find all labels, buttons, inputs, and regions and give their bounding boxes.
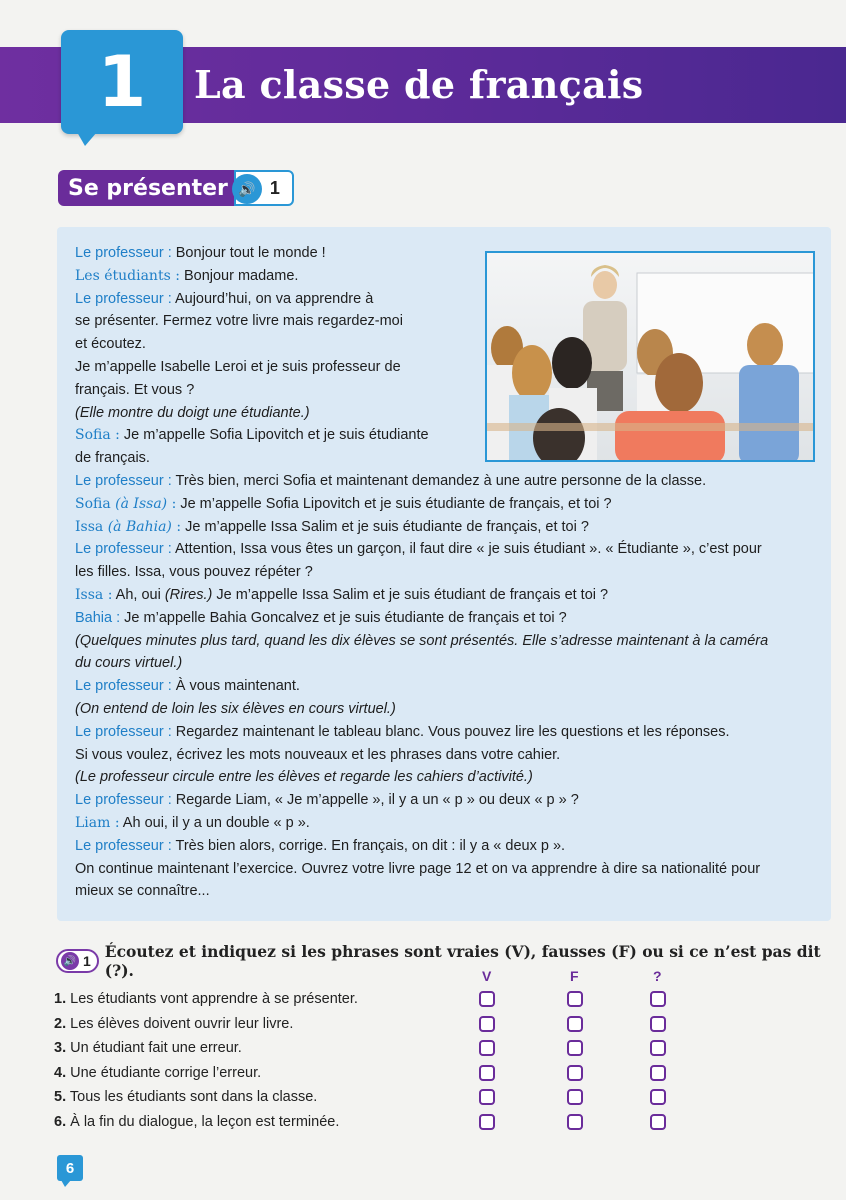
dialogue-line xyxy=(75,265,795,288)
checkbox-true[interactable] xyxy=(479,991,495,1007)
chapter-title: La classe de français xyxy=(194,62,644,107)
dialogue-line xyxy=(75,652,795,675)
stage-direction: (Elle montre du doigt une étudiante.) xyxy=(75,404,310,421)
dialogue-line xyxy=(75,447,795,470)
speaker-colon: : xyxy=(167,495,177,512)
speaker-name: Le professeur : xyxy=(75,541,172,558)
item-number: 5. xyxy=(54,1089,67,1105)
dialogue-text-segment: Ah oui, il y a un double « p ». xyxy=(119,814,310,831)
exercise-item xyxy=(54,991,358,1007)
checkbox-true[interactable] xyxy=(479,1040,495,1056)
speaker-name: Le professeur : xyxy=(75,723,172,740)
speaker-stage-direction: (à Issa) xyxy=(110,495,168,512)
checkbox-true[interactable] xyxy=(479,1065,495,1081)
dialogue-text-segment: Je m’appelle Isabelle Leroi et je suis professeur de xyxy=(75,358,401,375)
dialogue-line xyxy=(75,835,795,858)
dialogue-text-segment: Très bien, merci Sofia et maintenant demandez à une autre personne de la classe. xyxy=(171,472,707,489)
dialogue-text-segment: Très bien alors, corrige. En français, on dit : il y a « deux p ». xyxy=(171,837,566,854)
dialogue-line xyxy=(75,766,795,789)
item-number: 2. xyxy=(54,1015,67,1032)
speaker-name: Le professeur : xyxy=(75,472,172,489)
dialogue-line xyxy=(75,607,795,630)
item-statement: Les élèves doivent ouvrir leur livre. xyxy=(70,1015,294,1032)
checkbox-false[interactable] xyxy=(567,1016,583,1032)
exercise-audio-badge[interactable] xyxy=(56,949,99,973)
speaker-stage-direction: (à Bahia) xyxy=(103,518,172,535)
dialogue-text-segment: et écoutez. xyxy=(75,336,146,353)
audio-track-badge[interactable] xyxy=(234,170,294,206)
checkbox-not-said[interactable] xyxy=(650,991,666,1007)
dialogue-line xyxy=(75,630,795,653)
speaker-name: Issa : xyxy=(75,586,113,603)
speaker-name: Le professeur : xyxy=(75,290,172,307)
dialogue-line xyxy=(75,584,795,607)
column-header-unknown: ? xyxy=(653,968,662,984)
dialogue-line xyxy=(75,561,795,584)
dialogue-text-segment: de français. xyxy=(75,450,150,467)
dialogue-line xyxy=(75,516,795,539)
exercise-item xyxy=(54,1089,317,1105)
dialogue-line xyxy=(75,812,795,835)
exercise-audio-track: 1 xyxy=(83,953,91,969)
dialogue-text-segment: Aujourd’hui, on va apprendre à xyxy=(171,290,374,307)
speaker-name: Liam : xyxy=(75,814,120,831)
dialogue-text-segment: Je m’appelle Issa Salim et je suis étudiant de français et toi ? xyxy=(212,586,609,603)
speaker-name: Le professeur : xyxy=(75,678,172,695)
dialogue-line xyxy=(75,310,795,333)
checkbox-false[interactable] xyxy=(567,1114,583,1130)
dialogue-line xyxy=(75,789,795,812)
dialogue-line xyxy=(75,675,795,698)
column-header-v: V xyxy=(482,968,492,984)
section-title: Se présenter xyxy=(58,170,268,206)
item-statement: Les étudiants vont apprendre à se présenter. xyxy=(70,991,358,1007)
checkbox-not-said[interactable] xyxy=(650,1016,666,1032)
item-statement: Tous les étudiants sont dans la classe. xyxy=(69,1089,318,1105)
dialogue-line xyxy=(75,402,795,425)
exercise-instruction: Écoutez et indiquez si les phrases sont vraies (V), fausses (F) ou si ce n’est pas dit (?). xyxy=(104,942,821,980)
speaker-name: Sofia : xyxy=(75,427,120,444)
dialogue-text-segment: Regarde Liam, « Je m’appelle », il y a un « p » ou deux « p » ? xyxy=(171,792,579,809)
checkbox-not-said[interactable] xyxy=(650,1114,666,1130)
speaker-name: Le professeur : xyxy=(75,792,172,809)
dialogue-line xyxy=(75,721,795,744)
item-number: 3. xyxy=(54,1040,67,1056)
checkbox-false[interactable] xyxy=(567,1089,583,1105)
dialogue-text-segment: Je m’appelle Bahia Goncalvez et je suis étudiante de français et toi ? xyxy=(120,609,567,626)
dialogue-text-segment: Bonjour madame. xyxy=(179,267,299,284)
checkbox-false[interactable] xyxy=(567,1040,583,1056)
item-number: 1. xyxy=(54,991,67,1007)
column-header-f: F xyxy=(570,968,579,984)
dialogue-text-segment: se présenter. Fermez votre livre mais regardez-moi xyxy=(75,313,403,330)
dialogue-line xyxy=(75,379,795,402)
dialogue-line xyxy=(75,288,795,311)
speaker-icon: 🔊 xyxy=(232,174,262,204)
checkbox-not-said[interactable] xyxy=(650,1065,666,1081)
exercise-item xyxy=(54,1114,339,1130)
speaker-name: Bahia : xyxy=(75,609,121,626)
exercise-item xyxy=(54,1065,261,1081)
dialogue-text-segment: Je m’appelle Sofia Lipovitch et je suis étudiante xyxy=(119,427,429,444)
exercise-item xyxy=(54,1016,293,1032)
speaker-name: Les étudiants : xyxy=(75,267,180,284)
item-number: 4. xyxy=(54,1064,67,1081)
dialogue-text-segment: Je m’appelle Sofia Lipovitch et je suis étudiante de français, et toi ? xyxy=(176,495,612,512)
dialogue-text-segment: Je m’appelle Issa Salim et je suis étudiante de français, et toi ? xyxy=(181,518,589,535)
dialogue-line xyxy=(75,242,795,265)
dialogue-text-segment: mieux se connaître... xyxy=(75,883,210,900)
item-statement: Un étudiant fait une erreur. xyxy=(70,1040,242,1056)
dialogue-line xyxy=(75,470,795,493)
stage-direction: (On entend de loin les six élèves en cours virtuel.) xyxy=(75,700,396,717)
dialogue-text-segment: Si vous voulez, écrivez les mots nouveaux et les phrases dans votre cahier. xyxy=(75,746,561,763)
checkbox-false[interactable] xyxy=(567,991,583,1007)
chapter-number: 1 xyxy=(97,41,147,123)
dialogue-text-segment: Bonjour tout le monde ! xyxy=(171,245,326,261)
dialogue-line xyxy=(75,538,795,561)
checkbox-not-said[interactable] xyxy=(650,1089,666,1105)
checkbox-true[interactable] xyxy=(479,1114,495,1130)
dialogue-text-segment: Regardez maintenant le tableau blanc. Vous pouvez lire les questions et les réponses. xyxy=(171,723,730,740)
dialogue-line xyxy=(75,356,795,379)
checkbox-not-said[interactable] xyxy=(650,1040,666,1056)
dialogue-text-segment: les filles. Issa, vous pouvez répéter ? xyxy=(75,564,313,581)
dialogue-line xyxy=(75,880,795,903)
checkbox-true[interactable] xyxy=(479,1089,495,1105)
dialogue-line xyxy=(75,698,795,721)
checkbox-true[interactable] xyxy=(479,1016,495,1032)
dialogue-text-segment: français. Et vous ? xyxy=(75,381,195,398)
item-statement: Une étudiante corrige l’erreur. xyxy=(70,1064,262,1081)
exercise-header xyxy=(56,942,846,980)
exercise-item xyxy=(54,1040,242,1056)
speaker-name: Sofia xyxy=(75,495,111,512)
stage-direction: du cours virtuel.) xyxy=(75,655,183,672)
dialogue-text-segment: On continue maintenant l’exercice. Ouvrez votre livre page 12 et on va apprendre à dire sa nationalité pour xyxy=(75,860,761,877)
speaker-icon: 🔊 xyxy=(61,952,79,970)
dialogue-line xyxy=(75,858,795,881)
dialogue-text-segment: Ah, oui xyxy=(112,586,165,603)
section-heading xyxy=(58,170,294,206)
dialogue-line xyxy=(75,424,795,447)
dialogue-line xyxy=(75,744,795,767)
speaker-colon: : xyxy=(171,518,182,535)
audio-track-number: 1 xyxy=(269,177,280,198)
stage-direction: (Quelques minutes plus tard, quand les dix élèves se sont présentés. Elle s’adresse maintenant à la caméra xyxy=(75,632,769,649)
speaker-name: Le professeur : xyxy=(75,245,172,261)
inline-stage-direction: (Rires.) xyxy=(164,586,213,603)
dialogue-text xyxy=(75,242,795,903)
item-statement: À la fin du dialogue, la leçon est terminée. xyxy=(70,1113,340,1130)
checkbox-false[interactable] xyxy=(567,1065,583,1081)
stage-direction: (Le professeur circule entre les élèves et regarde les cahiers d’activité.) xyxy=(75,769,533,786)
speaker-name: Le professeur : xyxy=(75,837,172,854)
item-number: 6. xyxy=(54,1113,67,1130)
dialogue-line xyxy=(75,333,795,356)
chapter-number-box xyxy=(61,30,183,134)
dialogue-text-segment: Attention, Issa vous êtes un garçon, il faut dire « je suis étudiant ». « Étudiante », c’est pour xyxy=(171,541,762,558)
dialogue-line xyxy=(75,493,795,516)
page-number: 6 xyxy=(57,1155,83,1181)
speaker-name: Issa xyxy=(75,518,104,535)
dialogue-text-segment: À vous maintenant. xyxy=(171,678,300,695)
